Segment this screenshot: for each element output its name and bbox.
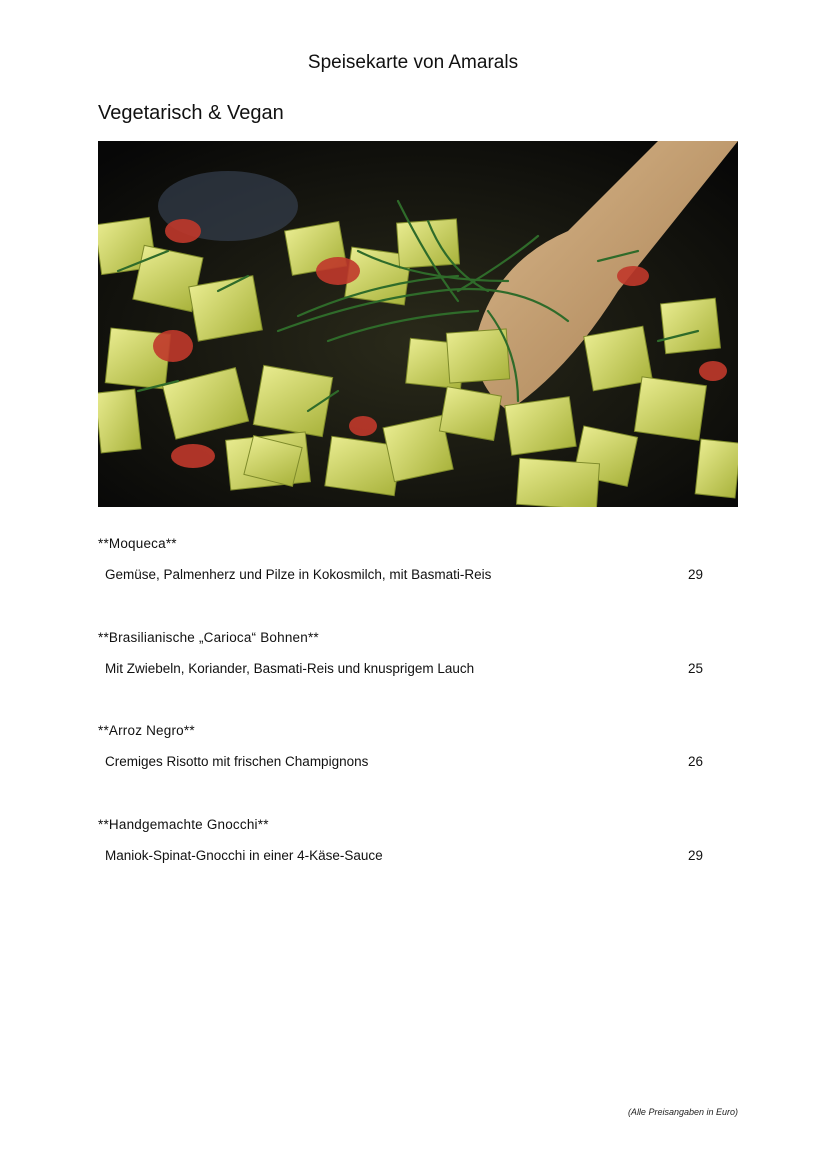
dish-description: Maniok-Spinat-Gnocchi in einer 4-Käse-Sauce [105, 848, 383, 863]
price-footnote: (Alle Preisangaben in Euro) [627, 1107, 738, 1117]
dish-price: 25 [688, 661, 704, 676]
dish-name: **Arroz Negro** [98, 723, 195, 738]
dish-description: Gemüse, Palmenherz und Pilze in Kokosmilch, mit Basmati-Reis [105, 567, 492, 582]
food-photo [98, 141, 738, 507]
dish-name: **Handgemachte Gnocchi** [98, 817, 269, 832]
dish-description: Mit Zwiebeln, Koriander, Basmati-Reis und knusprigem Lauch [105, 661, 475, 676]
dish-description: Cremiges Risotto mit frischen Champignons [105, 754, 369, 769]
dish-price: 26 [688, 754, 704, 769]
section-heading: Vegetarisch & Vegan [98, 102, 284, 124]
menu-title: Speisekarte von Amarals [307, 52, 519, 73]
dish-name: **Brasilianische „Carioca“ Bohnen** [98, 630, 319, 645]
dish-price: 29 [688, 848, 704, 863]
dish-name: **Moqueca** [98, 536, 177, 551]
dish-price: 29 [688, 567, 704, 582]
